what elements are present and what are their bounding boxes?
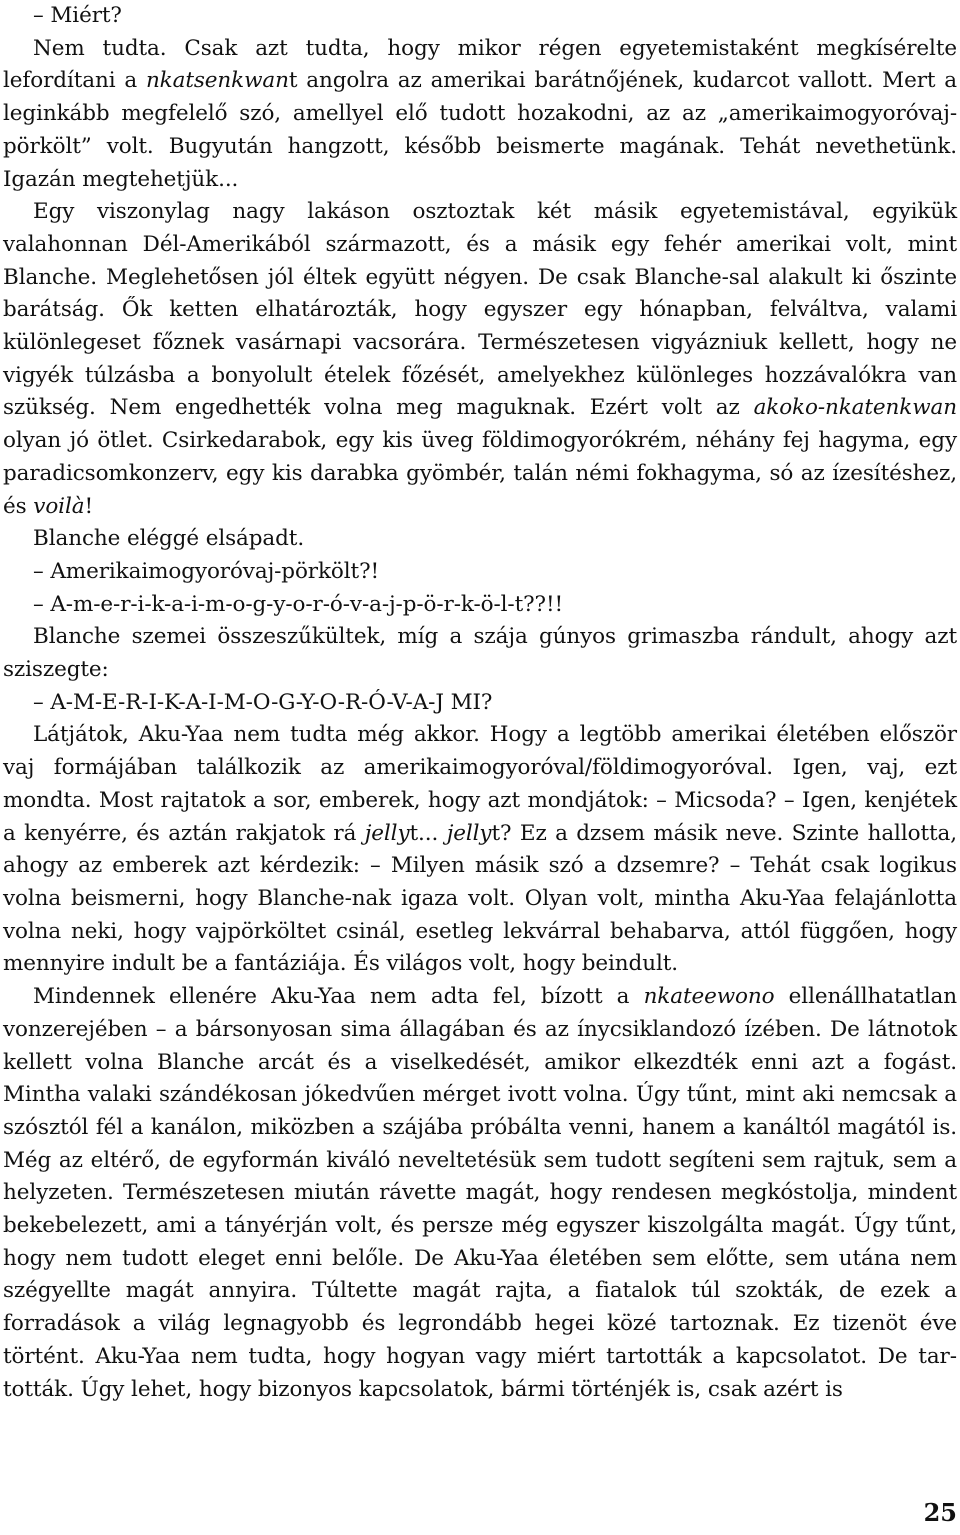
italic-run: akoko-nkatenkwan xyxy=(753,395,957,421)
text-run: olyan jó ötlet. Csirkedarabok, egy kis üveg földimogyorókrém, néhány fej hagyma, egy paradicsomkonzerv, egy kis darabka gyömbér, talán némi fokhagyma, só az ízesítéshez, és xyxy=(3,428,957,519)
text-run: Látjátok, Aku-Yaa nem tudta még akkor. Hogy a legtöbb amerikai életében először vaj formájában találkozik az amerikaimogyoróval/földimogyoróval. Igen, vaj, ezt mondta. Most rajtatok a sor, emberek, hogy azt mondjátok: – Micsoda? – Igen, kenjétek a kenyérre, és aztán rakjatok rá xyxy=(3,722,957,846)
text-run: t... xyxy=(409,820,447,846)
paragraph xyxy=(3,589,957,622)
italic-run: voilà xyxy=(33,493,85,519)
text-run: Blanche eléggé elsápadt. xyxy=(33,526,305,552)
paragraph xyxy=(3,196,957,523)
paragraph xyxy=(3,719,957,981)
paragraph xyxy=(3,33,957,197)
text-run: Egy viszonylag nagy lakáson osztoztak két másik egyetemistával, egyikük valahonnan Dél-Amerikából származott, és a másik egy fehér amerikai volt, mint Blanche. Meglehetősen jól éltek együtt négyen. De csak Blanche-sal alakult ki őszinte barátság. Ők ketten elhatározták, hogy egyszer egy hónapban, felváltva, valami különlegeset főznek vasárnapi vacsorára. Természetesen vigyázniuk kellett, hogy ne vigyék túlzásba a bonyolult ételek főzését, amelyekhez különleges hozzávalókra van szükség. Nem engedhették volna meg maguknak. Ezért volt az xyxy=(3,199,957,421)
paragraph xyxy=(3,0,957,33)
italic-run: jelly xyxy=(364,820,410,846)
italic-run: nkateewono xyxy=(643,984,775,1010)
text-run: t angolra az amerikai barátnőjének, kudarcot vallott. Mert a leginkább megfelelő szó, amellyel elő tudott hozakodni, az az „amerikaimogyoróvaj-pörkölt” volt. Bugyután hangzott, később beismerte magának. Tehát nevethetünk. Igazán megtehetjük... xyxy=(3,68,957,192)
text-run: – Amerikaimogyoróvaj-pörkölt?! xyxy=(33,558,380,584)
paragraph xyxy=(3,523,957,556)
paragraph xyxy=(3,621,957,686)
paragraph xyxy=(3,556,957,589)
text-run: t? Ez a dzsem másik neve. Szinte hallotta, ahogy az emberek azt kérdezik: – Milyen másik szó a dzsemre? – Tehát csak logikus volna beismerni, hogy Blanche-nak igaza volt. Olyan volt, mintha Aku-Yaa felajánlotta volna neki, hogy vajpörköltet csinál, esetleg lekvárral behabarva, attól függően, hogy mennyire indult be a fantáziája. És világos volt, hogy beindult. xyxy=(3,820,957,977)
italic-run: nkatsenkwan xyxy=(145,68,289,94)
text-run: – A-m-e-r-i-k-a-i-m-o-g-y-o-r-ó-v-a-j-p-ö-r-k-ö-l-t??!! xyxy=(33,591,564,617)
text-run: – Miért? xyxy=(33,3,122,28)
text-run: Blanche szemei összeszűkültek, míg a szája gúnyos grimaszba rándult, ahogy azt sziszegte: xyxy=(3,624,957,683)
italic-run: jelly xyxy=(446,820,492,846)
paragraph xyxy=(3,981,957,1406)
text-run: ellenállhatatlan vonzerejében – a bársonyosan sima állagában és az ínycsiklandozó ízében. De látnotok kellett volna Blanche arcát és a viselkedését, amikor elkezdték enni azt a fogást. Mintha valaki szándékosan jókedvűen mérget ivott volna. Úgy tűnt, mint aki nemcsak a szósztól fél a kanálon, miközben a szájába próbálta venni, hanem a kanáltól magától is. Még az eltérő, de egyformán kiváló neveltetésük sem tudott segíteni sem rajtuk, sem a helyzeten. Természetesen miután rávette magát, hogy rendesen megkóstolja, mindent bekebelezett, ami a tányérján volt, és persze még egyszer kiszolgálta magát. Úgy tűnt, hogy nem tudott eleget enni belőle. De Aku-Yaa életében sem előtte, sem utána nem szégyellte magát annyira. Túltette magát rajta, a fiatalok túl szokták, de ezek a forradások a világ legnagyobb és legrondább hegei közé tartoznak. Ez tizenöt éve történt. Aku-Yaa nem tudta, hogy hogyan vagy miért tartották a kapcsolatot. De tartották. Úgy lehet, hogy bizonyos kapcsolatok, bármi történjék is, csak azért is xyxy=(3,984,957,1402)
paragraph xyxy=(3,687,957,720)
body-text xyxy=(3,0,957,1406)
text-run: ! xyxy=(84,493,94,519)
page-number: 25 xyxy=(923,1498,957,1527)
text-run: Mindennek ellenére Aku-Yaa nem adta fel, bízott a xyxy=(33,984,644,1010)
text-run: Nem tudta. Csak azt tudta, hogy mikor régen egyetemistaként megkísérelte lefordítani a xyxy=(3,35,957,94)
text-run: – A-M-E-R-I-K-A-I-M-O-G-Y-O-R-Ó-V-A-J MI? xyxy=(33,689,493,715)
